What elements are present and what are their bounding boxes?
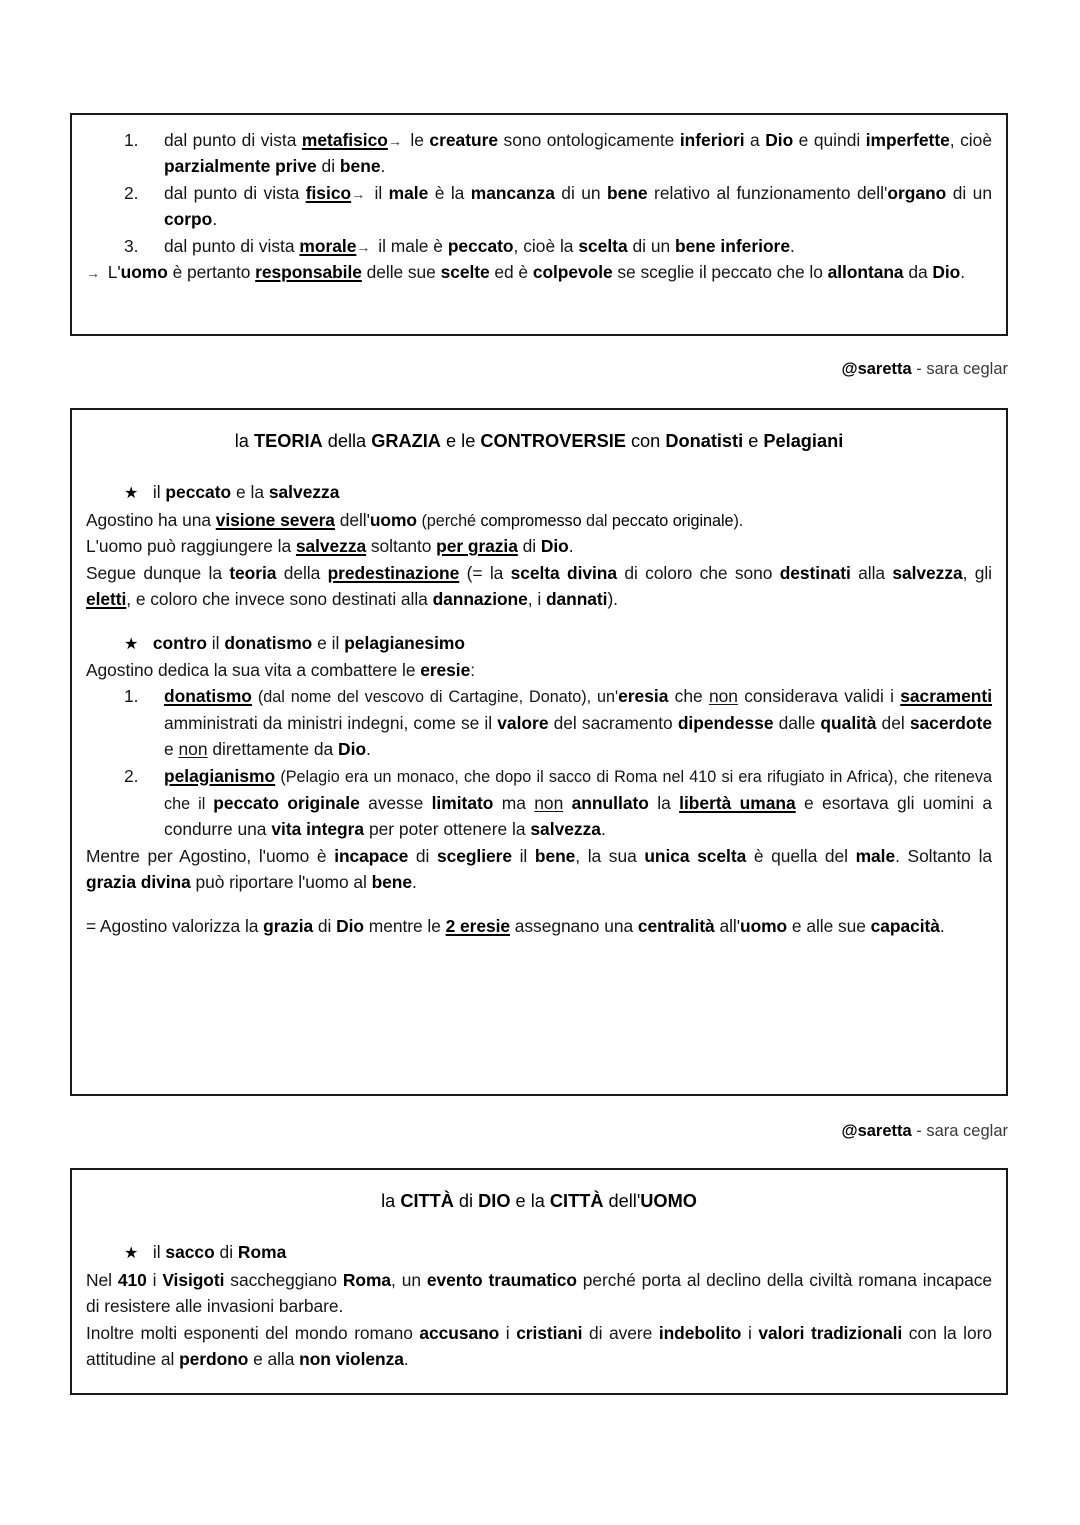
spacer	[86, 1215, 992, 1239]
star-icon: ★	[124, 635, 139, 653]
text-fragment: è la	[428, 182, 471, 203]
bold-fragment: centralità	[637, 915, 715, 936]
watermark-credit	[841, 1122, 1008, 1141]
text-fragment: .	[412, 872, 417, 893]
text-fragment: dal	[581, 511, 612, 530]
evil-conclusion	[86, 259, 992, 285]
text-fragment: di un	[627, 235, 675, 256]
list-item	[86, 180, 992, 233]
bold-fragment: peccato originale	[611, 511, 734, 530]
text-fragment: saccheggiano	[224, 1269, 343, 1290]
text-fragment: , cioè	[949, 130, 992, 150]
arrow-icon: →	[387, 133, 402, 149]
arrow-icon: →	[356, 238, 371, 255]
text-fragment: di	[408, 845, 437, 866]
bold-fragment: vita integra	[271, 819, 365, 840]
bold-fragment: CONTROVERSIE	[480, 431, 626, 451]
text-fragment: della	[276, 562, 328, 583]
bold-fragment: scelta	[578, 235, 628, 256]
spacer	[86, 896, 992, 913]
keyword-responsabile: responsabile	[255, 262, 362, 283]
bold-fragment: Visigoti	[162, 1269, 225, 1290]
bold-fragment: peccato	[165, 482, 232, 503]
note-box-grace	[70, 408, 1008, 1096]
text-fragment: dalle	[773, 712, 821, 733]
text-fragment: perché porta al declino della civiltà romana incapace di resistere alle invasioni barbare.	[86, 1269, 992, 1317]
text-fragment: e esortava gli uomini a condurre una	[164, 792, 993, 840]
text-fragment: che	[668, 686, 709, 707]
bold-fragment: limitato	[431, 792, 494, 813]
bold-fragment: scelta divina	[510, 562, 617, 583]
bold-fragment: Dio	[932, 262, 961, 283]
text-fragment: , cioè la	[513, 235, 579, 256]
bold-fragment: teoria	[229, 562, 277, 583]
text-fragment: la	[381, 1191, 401, 1211]
text-fragment: del	[876, 712, 910, 733]
text-fragment: il	[206, 632, 225, 653]
text-fragment: Nel	[86, 1269, 118, 1290]
text-fragment: dal punto di vista	[164, 235, 300, 256]
text-fragment: = Agostino valorizza la	[86, 915, 264, 936]
text-fragment: :	[470, 659, 476, 680]
spacer	[86, 455, 992, 479]
keyword-non: non	[534, 792, 564, 813]
text-fragment: alla	[850, 562, 893, 583]
bold-fragment: non violenza	[299, 1348, 404, 1369]
bold-fragment: peccato	[447, 235, 514, 256]
bold-fragment: Dio	[765, 130, 794, 150]
text-fragment: relativo al funzionamento dell'	[647, 182, 888, 203]
text-fragment: amministrati da ministri indegni, come se il	[164, 712, 498, 733]
keyword-salvezza: salvezza	[295, 536, 367, 557]
text-fragment: e la	[231, 482, 269, 503]
grace-closing	[86, 843, 992, 896]
text-fragment: il male è	[373, 235, 448, 256]
text-fragment: e	[164, 739, 179, 760]
text-fragment: di	[313, 915, 337, 936]
text-fragment: di	[453, 1191, 479, 1211]
bold-fragment: TEORIA	[253, 431, 323, 451]
text-fragment: . Soltanto la	[895, 845, 993, 866]
bold-fragment: CITTÀ	[549, 1191, 604, 1211]
bold-fragment: scegliere	[436, 845, 512, 866]
bold-fragment: peccato originale	[213, 792, 360, 813]
arrow-icon: →	[86, 265, 100, 282]
grace-line-2	[86, 533, 992, 559]
list-item	[86, 233, 992, 259]
bold-fragment: salvezza	[530, 819, 601, 840]
text-fragment: se sceglie il peccato che lo	[612, 262, 828, 283]
text-fragment: (perché	[417, 511, 481, 530]
list-item	[86, 127, 992, 180]
text-fragment: dal punto di vista	[164, 182, 306, 203]
text-fragment: dal punto di vista	[164, 130, 302, 150]
bold-fragment: qualità	[820, 712, 877, 733]
watermark-handle: @saretta	[841, 1122, 912, 1140]
bold-fragment: uomo	[120, 262, 168, 283]
bold-fragment: Donatisti	[665, 431, 744, 451]
bold-fragment: donatismo	[224, 632, 313, 653]
list-item	[86, 683, 992, 763]
text-fragment: e quindi	[793, 130, 866, 150]
keyword-eletti: eletti	[86, 589, 127, 610]
keyword-morale: morale	[299, 235, 357, 256]
keyword-visione-severa: visione severa	[215, 509, 335, 530]
bold-fragment: dipendesse	[677, 712, 774, 733]
bold-fragment: salvezza	[892, 562, 963, 583]
note-box-city	[70, 1168, 1008, 1395]
bold-fragment: male	[855, 845, 896, 866]
text-fragment: la	[234, 431, 254, 451]
text-fragment: a	[744, 130, 766, 150]
keyword-liberta-umana: libertà umana	[679, 792, 796, 813]
grace-line-1	[86, 507, 992, 534]
spacer	[86, 613, 992, 630]
bold-fragment: Roma	[342, 1269, 392, 1290]
keyword-donatismo: donatismo	[164, 686, 252, 707]
arrow-icon: →	[351, 185, 366, 202]
text-fragment: Mentre per Agostino, l'uomo è	[86, 845, 335, 866]
text-fragment: , gli	[962, 562, 992, 583]
text-fragment: all'	[714, 915, 740, 936]
text-fragment: .	[600, 819, 606, 840]
bold-fragment: evento traumatico	[426, 1269, 577, 1290]
bold-fragment: annullato	[571, 792, 649, 813]
text-fragment: .	[380, 156, 386, 177]
bold-fragment: bene	[534, 845, 576, 866]
keyword-pelagianismo: pelagianismo	[164, 765, 276, 786]
bold-fragment: CITTÀ	[400, 1191, 454, 1211]
bold-fragment: salvezza	[268, 482, 340, 503]
keyword-sacramenti: sacramenti	[900, 686, 993, 707]
text-fragment: i	[741, 1322, 759, 1343]
text-fragment: i	[499, 1322, 517, 1343]
bold-fragment: bene	[371, 872, 412, 893]
text-fragment: con	[625, 431, 666, 451]
text-fragment: di	[316, 156, 340, 177]
text-fragment: .	[366, 739, 371, 760]
bold-fragment: compromesso	[480, 511, 582, 530]
text-fragment: Inoltre molti esponenti del mondo romano	[86, 1322, 420, 1343]
bold-fragment: valori tradizionali	[758, 1322, 903, 1343]
text-fragment: .	[212, 209, 218, 230]
text-fragment: ma	[493, 792, 535, 813]
text-fragment: Segue dunque la	[86, 562, 230, 583]
text-fragment: assegnano una	[510, 915, 638, 936]
bold-fragment: GRAZIA	[371, 431, 441, 451]
text-fragment: del sacramento	[548, 712, 678, 733]
bold-fragment: parzialmente prive	[164, 156, 317, 177]
keyword-non: non	[708, 686, 738, 707]
bold-fragment: perdono	[179, 1348, 249, 1369]
text-fragment: il	[368, 182, 389, 203]
bold-fragment: valore	[497, 712, 549, 733]
bold-fragment: allontana	[827, 262, 904, 283]
heresies-intro	[86, 657, 992, 683]
text-fragment: ).	[607, 589, 618, 610]
text-fragment: , la sua	[575, 845, 645, 866]
bold-fragment: contro	[152, 632, 207, 653]
text-fragment: il	[511, 845, 535, 866]
keyword-predestinazione: predestinazione	[327, 562, 460, 583]
text-fragment: di coloro che sono	[617, 562, 780, 583]
text-fragment: con la loro attitudine al	[86, 1322, 992, 1369]
text-fragment: , un	[391, 1269, 427, 1290]
bold-fragment: Pelagiani	[763, 431, 844, 451]
bold-fragment: mancanza	[470, 182, 555, 203]
text-fragment: ed è	[489, 262, 533, 283]
text-fragment: e alla	[248, 1348, 300, 1369]
bold-fragment: bene inferiore	[675, 235, 791, 256]
watermark-separator: -	[911, 1122, 927, 1140]
text-fragment: ).	[733, 511, 744, 530]
text-fragment: avesse	[359, 792, 432, 813]
text-fragment: la	[648, 792, 680, 813]
bold-fragment: Dio	[540, 536, 569, 557]
bold-fragment: destinati	[779, 562, 851, 583]
bold-fragment: dannati	[545, 589, 608, 610]
text-fragment: sono ontologicamente	[498, 130, 680, 150]
bold-fragment: dannazione	[432, 589, 528, 610]
keyword-non: non	[178, 739, 208, 760]
bold-fragment: indebolito	[658, 1322, 742, 1343]
watermark-realname: sara ceglar	[926, 1122, 1008, 1140]
grace-line-3	[86, 560, 992, 613]
text-fragment: il	[148, 482, 166, 503]
bold-fragment-year: 410	[117, 1269, 147, 1290]
text-fragment: delle sue	[361, 262, 441, 283]
text-fragment: (= la	[459, 562, 511, 583]
bold-fragment: Dio	[338, 739, 367, 760]
text-fragment: e le	[440, 431, 481, 451]
list-item	[86, 763, 992, 843]
bold-fragment: inferiori	[679, 130, 745, 150]
evil-points-list	[86, 127, 992, 259]
text-fragment: L'uomo può raggiungere la	[86, 536, 296, 557]
text-fragment: direttamente da	[207, 739, 339, 760]
watermark-realname: sara ceglar	[926, 360, 1008, 378]
subsection-heading-peccato-salvezza	[86, 479, 992, 506]
text-fragment: .	[568, 536, 574, 557]
text-fragment: Agostino ha una	[86, 509, 216, 530]
bold-fragment: imperfette	[865, 130, 950, 150]
text-fragment: (Pelagio era un monaco, che dopo il sacco di Roma nel 410 si era rifugiato in Africa), che riteneva che il	[164, 767, 992, 813]
text-fragment: (dal nome del vescovo di Cartagine, Donato), un'	[251, 688, 619, 707]
bold-fragment: bene	[339, 156, 381, 177]
star-icon: ★	[124, 485, 139, 503]
text-fragment: , i	[527, 589, 546, 610]
watermark-separator: -	[911, 360, 927, 378]
text-fragment: , e coloro che invece sono destinati alla	[126, 589, 433, 610]
text-fragment: .	[939, 915, 945, 936]
text-fragment: di un	[554, 182, 608, 203]
bold-fragment: colpevole	[532, 262, 613, 283]
city-line-2	[86, 1320, 992, 1373]
text-fragment: e la	[510, 1191, 550, 1211]
watermark-credit	[841, 360, 1008, 379]
text-fragment: il	[148, 1242, 166, 1263]
bold-fragment: Dio	[336, 915, 364, 936]
box-grace-title	[86, 428, 992, 455]
text-fragment: e il	[312, 632, 345, 653]
bold-fragment: grazia	[263, 915, 314, 936]
bold-fragment: organo	[887, 182, 947, 203]
text-fragment: .	[960, 262, 966, 283]
bold-fragment: corpo	[164, 209, 213, 230]
text-fragment: e alle sue	[787, 915, 871, 936]
text-fragment: è pertanto	[167, 262, 256, 283]
text-fragment: da	[903, 262, 933, 283]
bold-fragment: scelte	[440, 262, 490, 283]
bold-fragment: Roma	[237, 1242, 287, 1263]
grace-summary	[86, 913, 992, 939]
keyword-metafisico: metafisico	[301, 130, 388, 150]
keyword-per-grazia: per grazia	[436, 536, 518, 557]
bold-fragment: uomo	[740, 915, 788, 936]
subsection-heading-contro-donatismo	[86, 630, 992, 657]
text-fragment: .	[403, 1348, 409, 1369]
text-fragment: può riportare l'uomo al	[190, 872, 372, 893]
text-fragment: di	[214, 1242, 238, 1263]
bold-fragment: incapace	[334, 845, 409, 866]
text-fragment: considerava validi i	[737, 686, 901, 707]
bold-fragment: eresia	[618, 686, 669, 707]
star-icon: ★	[124, 1245, 139, 1263]
bold-fragment: accusano	[419, 1322, 500, 1343]
bold-fragment: creature	[429, 130, 499, 150]
text-fragment: della	[322, 431, 372, 451]
bold-fragment: sacco	[165, 1242, 215, 1263]
city-line-1	[86, 1267, 992, 1320]
box-city-title	[86, 1188, 992, 1215]
note-box-evil	[70, 113, 1008, 336]
bold-fragment: uomo	[369, 509, 417, 530]
watermark-handle: @saretta	[841, 360, 912, 378]
text-fragment: mentre le	[364, 915, 446, 936]
bold-fragment: male	[388, 182, 429, 203]
keyword-2-eresie: 2 eresie	[445, 915, 510, 936]
text-fragment: soltanto	[366, 536, 437, 557]
bold-fragment: sacerdote	[909, 712, 992, 733]
text-fragment: di un	[946, 182, 993, 203]
text-fragment: i	[146, 1269, 163, 1290]
text-fragment: e	[743, 431, 764, 451]
text-fragment: di avere	[582, 1322, 659, 1343]
text-fragment: dell'	[603, 1191, 641, 1211]
keyword-fisico: fisico	[305, 182, 352, 203]
bold-fragment: bene	[607, 182, 648, 203]
bold-fragment: eresie	[420, 659, 471, 680]
text-fragment: le	[404, 130, 430, 150]
subsection-heading-sacco-di-roma	[86, 1239, 992, 1266]
bold-fragment: pelagianesimo	[344, 632, 465, 653]
text-fragment: è quella del	[746, 845, 856, 866]
bold-fragment: capacità	[870, 915, 940, 936]
bold-fragment: grazia divina	[86, 872, 191, 893]
text-fragment: dell'	[334, 509, 370, 530]
text-fragment: di	[517, 536, 541, 557]
bold-fragment: UOMO	[640, 1191, 697, 1211]
bold-fragment: cristiani	[516, 1322, 583, 1343]
text-fragment: L'	[102, 262, 121, 283]
text-fragment: per poter ottenere la	[364, 819, 531, 840]
text-fragment: .	[790, 235, 795, 256]
text-fragment: Agostino dedica la sua vita a combattere le	[86, 659, 421, 680]
bold-fragment: unica scelta	[644, 845, 747, 866]
bold-fragment: DIO	[478, 1191, 511, 1211]
text-fragment	[563, 793, 571, 813]
heresies-list	[86, 683, 992, 842]
